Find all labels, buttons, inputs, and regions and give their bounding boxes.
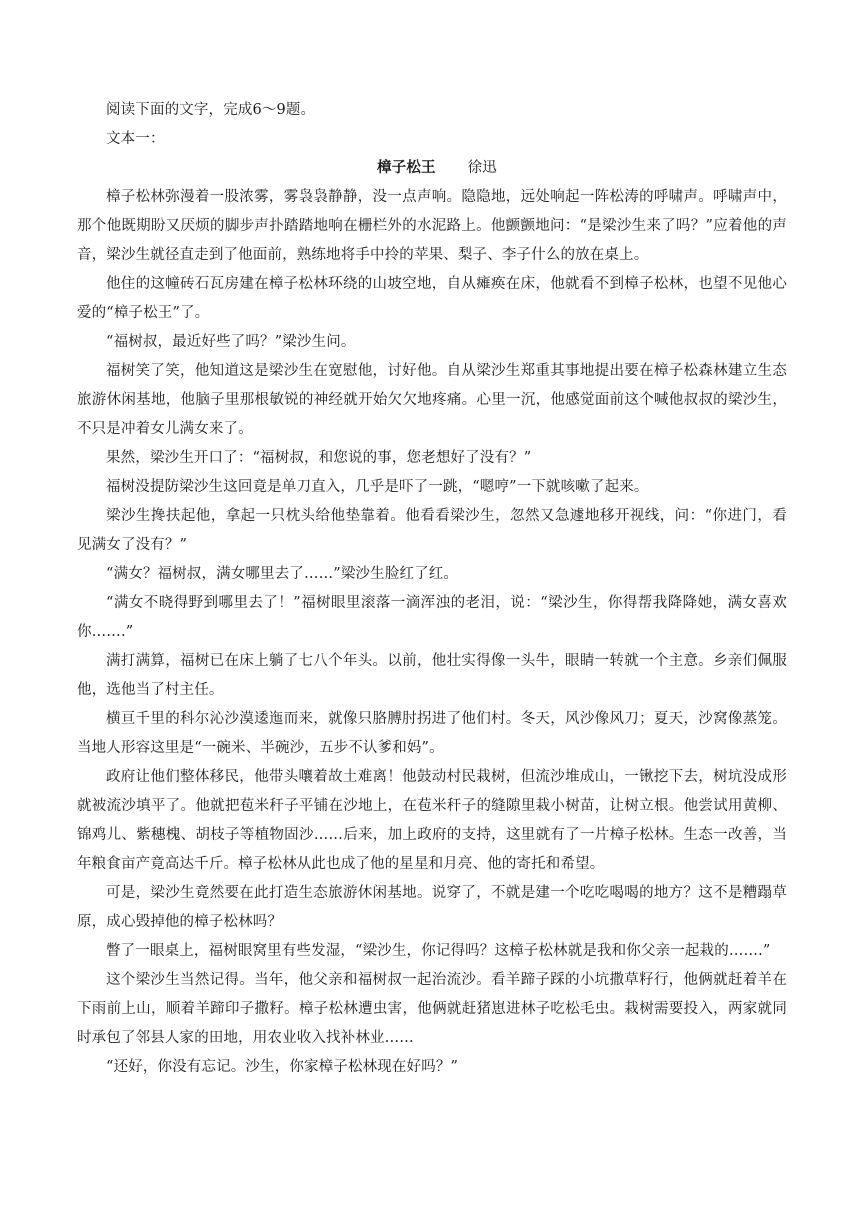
paragraph: 这个梁沙生当然记得。当年，他父亲和福树叔一起治流沙。看羊蹄子踩的小坑撒草籽行，他俩就赶着羊在下雨前上山，顺着羊蹄印子撒籽。樟子松林遭虫害，他俩就赶猪崽进林子吃松毛虫。栽树需要投入，两家就同时承包了邻县人家的田地，用农业收入找补林业…… (77, 972, 787, 1046)
paragraph: 梁沙生搀扶起他，拿起一只枕头给他垫靠着。他看看梁沙生，忽然又急遽地移开视线，问：“你进门，看见满女了没有？” (77, 508, 787, 553)
paragraph: 福树笑了笑，他知道这是梁沙生在宽慰他，讨好他。自从梁沙生郑重其事地提出要在樟子松森林建立生态旅游休闲基地，他脑子里那根敏锐的神经就开始欠欠地疼痛。心里一沉，他感觉面前这个喊他叔叔的梁沙生，不只是冲着女儿满女来了。 (77, 363, 787, 437)
document-body (77, 96, 787, 1082)
paragraph: 他住的这幢砖石瓦房建在樟子松林环绕的山坡空地，自从瘫痪在床，他就看不到樟子松林，也望不见他心爱的“樟子松王”了。 (77, 276, 787, 321)
paragraph: 果然，梁沙生开口了：“福树叔，和您说的事，您老想好了没有？” (106, 450, 532, 466)
paragraph: 政府让他们整体移民，他带头嚷着故土难离！他鼓动村民栽树，但流沙堆成山，一锹挖下去，树坑没成形就被流沙填平了。他就把苞米秆子平铺在沙地上，在苞米秆子的缝隙里栽小树苗，让树立根。他尝试用黄柳、锦鸡儿、紫穗槐、胡枝子等植物固沙……后来，加上政府的支持，这里就有了一片樟子松林。生态一改善，当年粮食亩产竟高达千斤。樟子松林从此也成了他的星星和月亮、他的寄托和希望。 (77, 769, 787, 872)
paragraph: 可是，梁沙生竟然要在此打造生态旅游休闲基地。说穿了，不就是建一个吃吃喝喝的地方？这不是糟蹋草原，成心毁掉他的樟子松林吗？ (77, 885, 787, 930)
paragraph: “满女不晓得野到哪里去了！”福树眼里滚落一滴浑浊的老泪，说：“梁沙生，你得帮我降降她，满女喜欢你…….” (77, 595, 787, 640)
text-label: 文本一： (106, 131, 165, 147)
article-author: 徐迅 (467, 160, 497, 176)
paragraph: “还好，你没有忘记。沙生，你家樟子松林现在好吗？” (106, 1059, 459, 1075)
article-title: 樟子松王 (377, 160, 436, 176)
paragraph: 樟子松林弥漫着一股浓雾，雾袅袅静静，没一点声响。隐隐地，远处响起一阵松涛的呼啸声。呼啸声中，那个他既期盼又厌烦的脚步声扑踏踏地响在栅栏外的水泥路上。他颤颤地问：“是梁沙生来了吗？”应着他的声音，梁沙生就径直走到了他面前，熟练地将手中拎的苹果、梨子、李子什么的放在桌上。 (77, 189, 787, 263)
paragraph: “福树叔，最近好些了吗？”梁沙生问。 (106, 334, 356, 350)
paragraph: 福树没提防梁沙生这回竟是单刀直入，几乎是吓了一跳，“嗯哼”一下就咳嗽了起来。 (106, 479, 649, 495)
paragraph: “满女？福树叔，满女哪里去了……”梁沙生脸红了红。 (106, 566, 459, 582)
paragraph: 横亘千里的科尔沁沙漠逶迤而来，就像只胳膊肘拐进了他们村。冬天，风沙像风刀；夏天，沙窝像蒸笼。当地人形容这里是“一碗米、半碗沙，五步不认爹和妈”。 (77, 711, 787, 756)
paragraph: 瞥了一眼桌上，福树眼窝里有些发湿，“梁沙生，你记得吗？这樟子松林就是我和你父亲一起栽的…….” (106, 943, 771, 959)
paragraph: 满打满算，福树已在床上躺了七八个年头。以前，他壮实得像一头牛，眼睛一转就一个主意。乡亲们佩服他，选他当了村主任。 (77, 653, 787, 698)
reading-instruction: 阅读下面的文字，完成6～9题。 (106, 102, 316, 118)
article-heading (77, 154, 787, 183)
